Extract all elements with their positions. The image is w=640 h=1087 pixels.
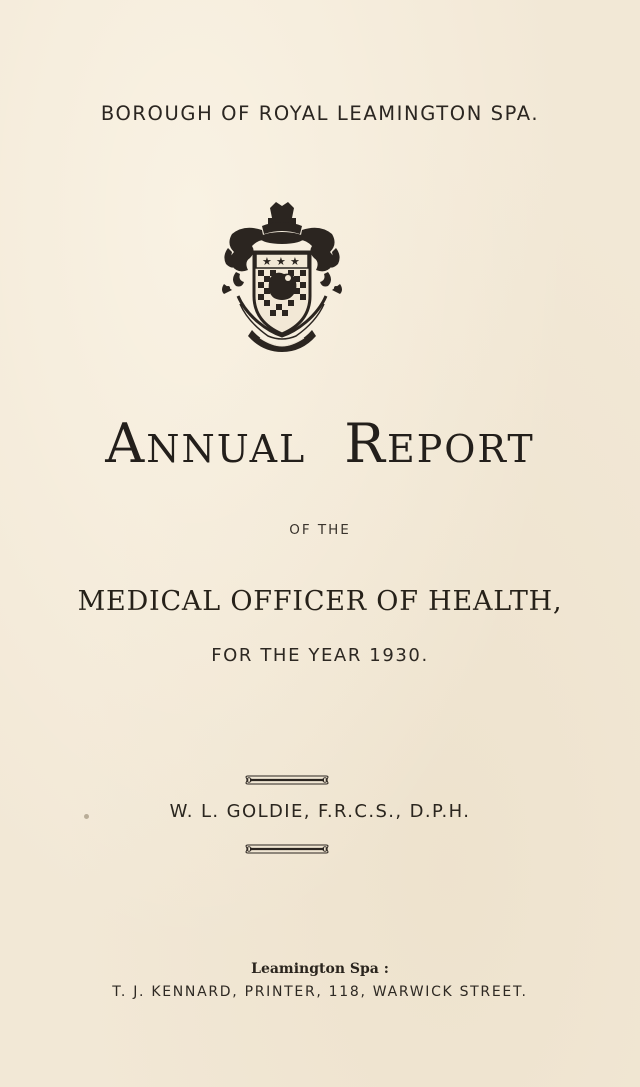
coat-of-arms-icon	[218, 200, 346, 352]
printer-line: T. J. KENNARD, PRINTER, 118, WARWICK STREET.	[112, 984, 528, 1000]
year-line: FOR THE YEAR 1930.	[211, 645, 429, 666]
of-the-text: OF THE	[289, 522, 351, 538]
ornamental-rule-bottom	[242, 843, 332, 855]
title-word-annual: Annual	[105, 412, 307, 475]
author-line: W. L. GOLDIE, F.R.C.S., D.P.H.	[169, 801, 471, 822]
borough-heading: BOROUGH OF ROYAL LEAMINGTON SPA.	[100, 102, 540, 125]
svg-text:★: ★	[262, 255, 272, 268]
title-word-report: Report	[344, 412, 535, 475]
subject-heading: MEDICAL OFFICER OF HEALTH,	[77, 586, 563, 617]
ornamental-rule-top	[242, 774, 332, 786]
place-of-printing: Leamington Spa :	[251, 961, 389, 977]
svg-text:★: ★	[290, 255, 300, 268]
svg-text:★: ★	[276, 255, 286, 268]
report-title	[0, 412, 640, 475]
